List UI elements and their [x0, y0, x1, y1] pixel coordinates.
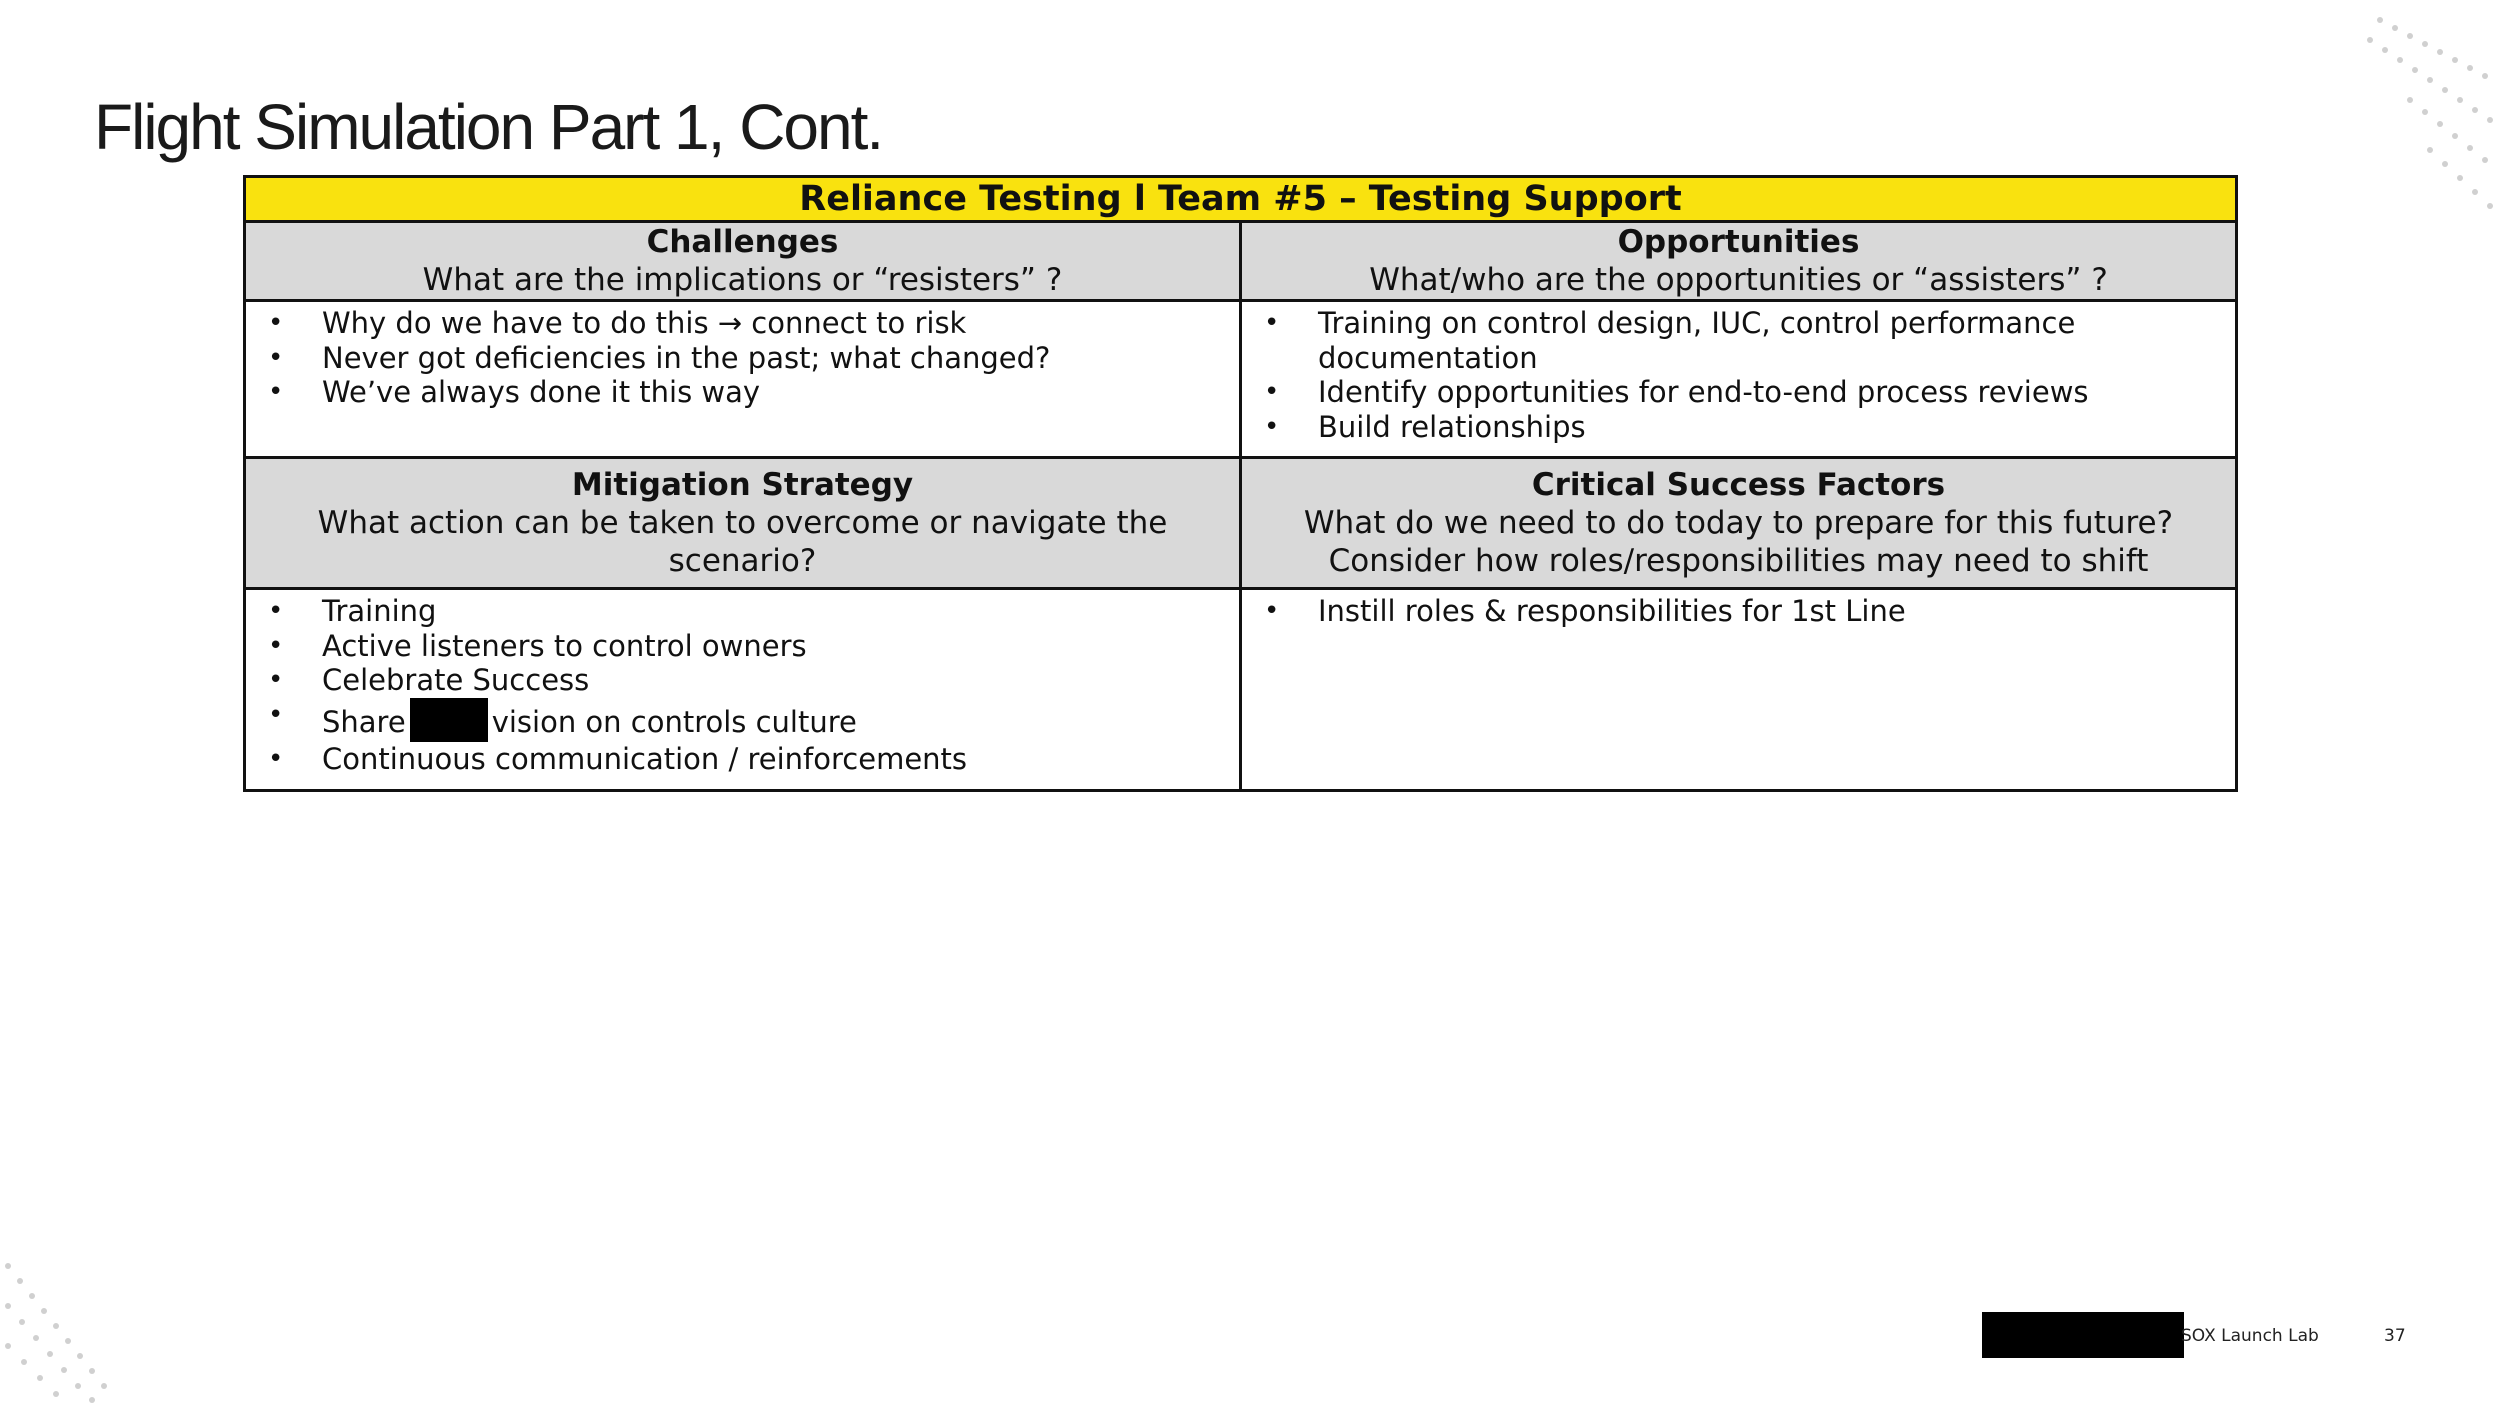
success-factors-subtitle-1: What do we need to do today to prepare for this future?: [1303, 505, 2174, 541]
list-item-share-vision: [258, 698, 1231, 742]
success-factors-list: [1254, 594, 2227, 629]
mitigation-header: [245, 458, 1241, 589]
challenges-header: [245, 222, 1241, 301]
success-factors-header: [1241, 458, 2237, 589]
decorative-dot-wave-bottom-left: [0, 1226, 210, 1406]
list-item: • Celebrate Success: [258, 663, 1231, 698]
list-item: • Training: [258, 594, 1231, 629]
opportunities-subtitle: What/who are the opportunities or “assisters” ?: [1369, 262, 2108, 298]
mitigation-subtitle: What action can be taken to overcome or navigate the scenario?: [317, 505, 1168, 579]
mitigation-body: [245, 589, 1241, 791]
list-item: • We’ve always done it this way: [258, 375, 1231, 410]
footer-redaction-box: [1982, 1312, 2184, 1358]
challenges-subtitle: What are the implications or “resisters” ?: [422, 262, 1063, 298]
list-item: • Never got deficiencies in the past; what changed?: [258, 341, 1231, 376]
mitigation-list: [258, 594, 1231, 776]
table-banner: Reliance Testing l Team #5 – Testing Support: [245, 177, 2237, 222]
share-prefix: Share: [322, 704, 406, 739]
redaction-box: [410, 698, 488, 742]
opportunities-title: Opportunities: [1617, 224, 1860, 260]
list-item: • Why do we have to do this → connect to risk: [258, 306, 1231, 341]
list-item: • Active listeners to control owners: [258, 629, 1231, 664]
list-item: • Continuous communication / reinforcements: [258, 742, 1231, 777]
opportunities-list: [1254, 306, 2227, 444]
list-item: • Identify opportunities for end-to-end process reviews: [1254, 375, 2227, 410]
success-factors-title: Critical Success Factors: [1531, 467, 1946, 503]
success-factors-subtitle-2: Consider how roles/responsibilities may need to shift: [1328, 543, 2149, 579]
challenges-list: [258, 306, 1231, 410]
opportunities-header: [1241, 222, 2237, 301]
challenges-body: [245, 301, 1241, 458]
list-item: • Build relationships: [1254, 410, 2227, 445]
list-item: • Instill roles & responsibilities for 1st Line: [1254, 594, 2227, 629]
mitigation-title: Mitigation Strategy: [571, 467, 914, 503]
success-factors-body: [1241, 589, 2237, 791]
footer-label: SOX Launch Lab: [2181, 1326, 2319, 1346]
challenges-opportunities-table: [243, 175, 2238, 792]
page-number: 37: [2384, 1326, 2406, 1346]
opportunities-body: [1241, 301, 2237, 458]
share-suffix: vision on controls culture: [491, 704, 857, 739]
challenges-title: Challenges: [646, 224, 839, 260]
slide-title: Flight Simulation Part 1, Cont.: [94, 91, 883, 163]
list-item: • Training on control design, IUC, control performance documentation: [1254, 306, 2227, 375]
